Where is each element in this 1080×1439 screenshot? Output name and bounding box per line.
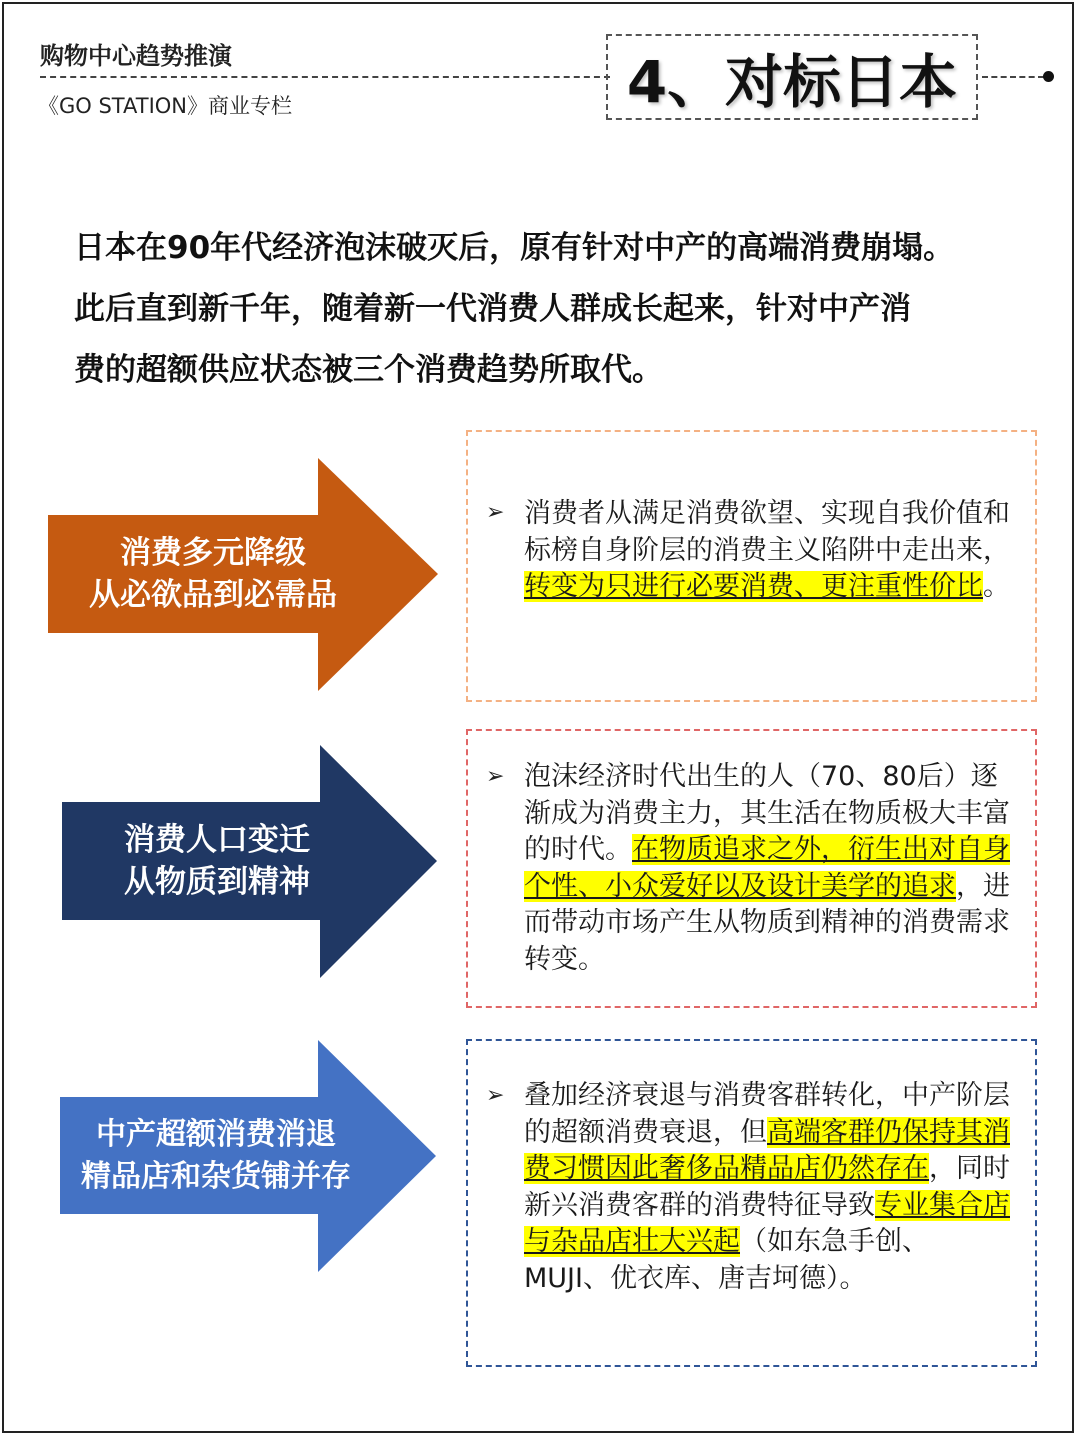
trend-box-3 — [466, 1039, 1037, 1367]
text-highlight: 在物质追求之外，衍生出对自身个性、小众爱好以及设计美学的追求 — [524, 834, 1010, 902]
text-highlight: 转变为只进行必要消费、更注重性价比 — [524, 571, 983, 602]
text-plain: 消费者从满足消费欲望、实现自我价值和标榜自身阶层的消费主义陷阱中走出来， — [524, 498, 1010, 566]
trend-label-line: 消费多元降级 — [120, 535, 306, 571]
trend-arrow-2 — [62, 745, 437, 978]
text-highlight: 专业集合店与杂品店壮大兴起 — [524, 1189, 1010, 1257]
column-name: 《GO STATION》商业专栏 — [38, 94, 292, 118]
header-dot — [1043, 71, 1054, 82]
text-plain: ，进而带动市场产生从物质到精神的消费需求转变。 — [524, 870, 1010, 975]
intro-line: 日本在90年代经济泡沫破灭后，原有针对中产的高端消费崩塌。 — [74, 230, 955, 266]
text-plain: ，同时新兴消费客群的消费特征导致 — [524, 1153, 1010, 1221]
trend-arrow-3 — [60, 1040, 436, 1272]
trend-box-1 — [466, 430, 1037, 702]
text-highlight: 高端客群仍保持其消费习惯因此奢侈品精品店仍然存在 — [524, 1116, 1010, 1184]
trend-label — [62, 802, 372, 920]
trend-label-line: 中产超额消费消退 — [96, 1116, 336, 1152]
text-plain: （如东急手创、MUJI、优衣库、唐吉坷德）。 — [524, 1226, 929, 1294]
section-title: 4、对标日本 — [606, 34, 978, 120]
trend-label-line: 从物质到精神 — [124, 864, 310, 900]
header-divider — [40, 76, 610, 78]
trend-box-2 — [466, 729, 1037, 1008]
trend-label — [48, 515, 378, 633]
trend-text — [524, 496, 1010, 606]
intro-paragraph — [74, 218, 1034, 401]
text-plain: 泡沫经济时代出生的人（70、80后）逐渐成为消费主力，其生活在物质极大丰富的时代。 — [524, 761, 1010, 865]
trend-text — [524, 1078, 1014, 1297]
trend-arrow-1 — [48, 458, 438, 691]
bullet-arrow-icon: ➢ — [486, 764, 505, 789]
text-plain: 叠加经济衰退与消费客群转化，中产阶层的超额消费衰退，但 — [524, 1080, 1010, 1148]
intro-line: 费的超额供应状态被三个消费趋势所取代。 — [74, 352, 663, 388]
trend-text — [524, 759, 1010, 978]
trend-label-line: 精品店和杂货铺并存 — [81, 1158, 351, 1194]
intro-line: 此后直到新千年，随着新一代消费人群成长起来，针对中产消 — [74, 291, 911, 327]
bullet-arrow-icon: ➢ — [486, 500, 505, 525]
header-right-divider — [982, 76, 1044, 78]
trend-label-line: 消费人口变迁 — [124, 822, 310, 858]
trend-label-line: 从必欲品到必需品 — [89, 577, 337, 613]
trend-label — [60, 1097, 372, 1214]
text-plain: 。 — [983, 571, 1010, 602]
bullet-arrow-icon: ➢ — [486, 1083, 505, 1108]
series-title: 购物中心趋势推演 — [40, 42, 232, 70]
